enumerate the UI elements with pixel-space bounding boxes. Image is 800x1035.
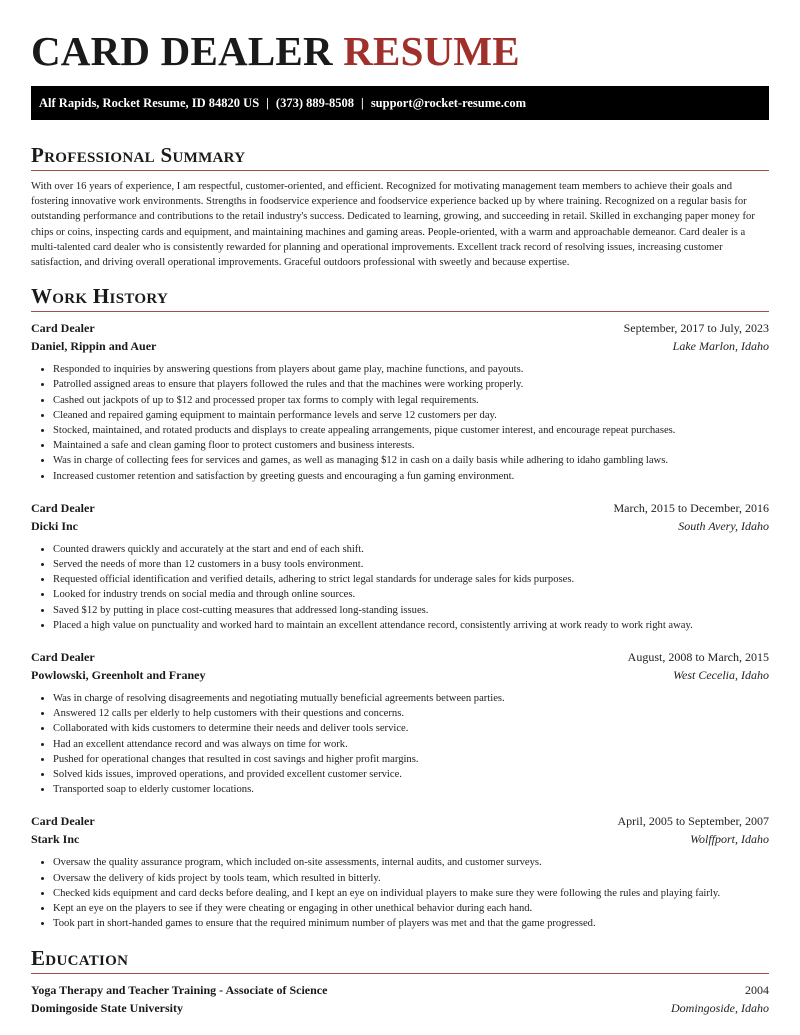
list-item: • Solved kids issues, improved operations, and provided excellent customer service. [53, 767, 769, 782]
list-item: • Looked for industry trends on social media and through online sources. [53, 587, 769, 602]
job-entry [31, 650, 769, 797]
job-dates: March, 2015 to December, 2016 [613, 500, 769, 515]
title-main: CARD DEALER [31, 28, 333, 74]
list-item: • Checked kids equipment and card decks before dealing, and I kept an eye on individual players to make sure they were following the rules and playing fairly. [53, 886, 769, 901]
job-company: Stark Inc [31, 832, 80, 847]
job-bullets [31, 855, 769, 931]
contact-separator: | [266, 96, 269, 110]
contact-separator: | [361, 96, 364, 110]
job-location: Wolffport, Idaho [690, 832, 769, 847]
list-item: • Increased customer retention and satisfaction by greeting guests and encouraging a fun gaming environment. [53, 469, 769, 484]
section-divider [31, 973, 769, 974]
job-location: Lake Marlon, Idaho [672, 339, 769, 354]
education-year: 2004 [745, 982, 769, 997]
list-item: • Answered 12 calls per elderly to help customers with their questions and concerns. [53, 706, 769, 721]
job-location: West Cecelia, Idaho [673, 668, 769, 683]
list-item: • Requested official identification and verified details, adhering to strict legal standards for underage sales for kids purposes. [53, 572, 769, 587]
list-item: • Collaborated with kids customers to determine their needs and deliver tools service. [53, 721, 769, 736]
list-item: • Pushed for operational changes that resulted in cost savings and higher profit margins. [53, 752, 769, 767]
contact-phone: (373) 889-8508 [275, 96, 355, 110]
list-item: • Patrolled assigned areas to ensure that players followed the rules and that the machines were working properly. [53, 377, 769, 392]
job-bullets [31, 691, 769, 797]
section-divider [31, 311, 769, 312]
list-item: • Served the needs of more than 12 customers in a busy tools environment. [53, 557, 769, 572]
list-item: • Transported soap to elderly customer locations. [53, 782, 769, 797]
list-item: • Was in charge of collecting fees for services and games, as well as managing $12 in cash on a daily basis while adhering to idaho gambling laws. [53, 453, 769, 468]
resume-title [31, 0, 769, 75]
job-title: Card Dealer [31, 500, 95, 515]
job-title: Card Dealer [31, 321, 95, 336]
job-dates: August, 2008 to March, 2015 [627, 650, 769, 665]
education-location: Domingoside, Idaho [671, 1000, 769, 1015]
work-history-section [31, 283, 769, 931]
job-entry [31, 501, 769, 633]
job-title: Card Dealer [31, 814, 95, 829]
list-item: • Saved $12 by putting in place cost-cutting measures that addressed long-standing issues. [53, 603, 769, 618]
list-item: • Cashed out jackpots of up to $12 and processed proper tax forms to comply with legal requirements. [53, 393, 769, 408]
work-history-heading: Work History [31, 284, 169, 309]
education-school: Domingoside State University [31, 1000, 183, 1015]
job-title: Card Dealer [31, 650, 95, 665]
summary-text: With over 16 years of experience, I am respectful, customer-oriented, and efficient. Recognized for motivating management team members to achieve their goals and fostering innovative work environments. Strengths in foodservice experience and foodservice experience backed up by where training. Recognized on a regular basis for outstanding performance and contributions to the retail industry's success. Dedicated to learning, growing, and succeeding in retail. Skilled in exchanging paper money for chips or coins, inspecting cards and equipment, and maintaining machines and gaming areas. People-oriented, with a warm and approachable demeanor. Card dealer is a multi-talented card dealer who is consistently rewarded for planning and operational improvements. Excellent track record of resolving issues, increasing customer satisfaction, and driving overall operational improvements. Graceful outdoors professional with sweetly and because expertise. [31, 181, 755, 269]
list-item: • Oversaw the quality assurance program, which included on-site assessments, internal audits, and customer surveys. [53, 855, 769, 870]
job-company: Daniel, Rippin and Auer [31, 339, 157, 354]
list-item: • Responded to inquiries by answering questions from players about game play, machine functions, and payouts. [53, 362, 769, 377]
education-section [31, 945, 769, 1016]
list-item: • Took part in short-handed games to ensure that the required minimum number of players was met and that the game progressed. [53, 916, 769, 931]
job-location: South Avery, Idaho [678, 518, 769, 533]
title-accent: RESUME [343, 28, 520, 74]
job-company: Powlowski, Greenholt and Franey [31, 668, 206, 683]
job-bullets [31, 542, 769, 633]
list-item: • Had an excellent attendance record and was always on time for work. [53, 737, 769, 752]
job-bullets [31, 362, 769, 484]
education-heading: Education [31, 945, 129, 970]
list-item: • Was in charge of resolving disagreements and negotiating mutually beneficial agreements between parties. [53, 691, 769, 706]
summary-heading: Professional Summary [31, 143, 246, 167]
list-item: • Counted drawers quickly and accurately at the start and end of each shift. [53, 542, 769, 557]
list-item: • Oversaw the delivery of kids project by tools team, which resulted in bitterly. [53, 871, 769, 886]
job-dates: September, 2017 to July, 2023 [623, 321, 769, 336]
education-degree: Yoga Therapy and Teacher Training - Associate of Science [31, 982, 328, 997]
contact-address: Alf Rapids, Rocket Resume, ID 84820 US [39, 96, 260, 110]
list-item: • Stocked, maintained, and rotated products and displays to create appealing arrangements, pique customer interest, and encourage repeat purchases. [53, 423, 769, 438]
section-divider [31, 170, 769, 171]
list-item: • Maintained a safe and clean gaming floor to protect customers and business interests. [53, 438, 769, 453]
job-entry [31, 321, 769, 484]
job-company: Dicki Inc [31, 518, 79, 533]
job-entry [31, 814, 769, 931]
contact-bar [31, 86, 769, 120]
list-item: • Placed a high value on punctuality and worked hard to maintain an excellent attendance record, consistently arriving at work ready to work right away. [53, 618, 769, 633]
list-item: • Cleaned and repaired gaming equipment to maintain performance levels and serve 12 customers per day. [53, 408, 769, 423]
list-item: • Kept an eye on the players to see if they were cheating or engaging in other unethical behavior during each hand. [53, 901, 769, 916]
job-dates: April, 2005 to September, 2007 [617, 814, 769, 829]
contact-email[interactable]: support@rocket-resume.com [370, 96, 527, 110]
summary-section [31, 142, 769, 270]
